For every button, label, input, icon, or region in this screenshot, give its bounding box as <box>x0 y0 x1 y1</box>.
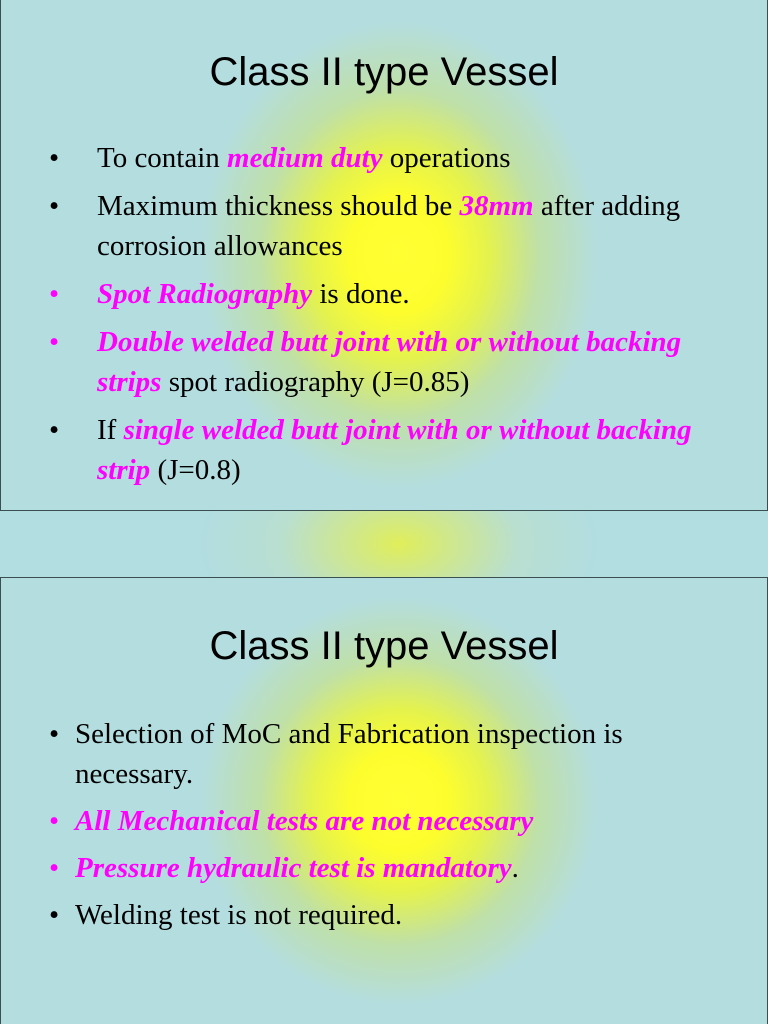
bullet-icon: • <box>49 190 60 222</box>
highlight-text: All Mechanical tests are not necessary <box>75 805 534 837</box>
bullet-text: is done. <box>312 278 410 310</box>
slide-title: Class II type Vessel <box>209 50 559 94</box>
bullet-item <box>49 274 717 314</box>
slide-gap <box>0 511 768 577</box>
highlight-text: single welded butt joint with or without backing strip <box>97 414 692 486</box>
bullet-text: . <box>511 852 519 884</box>
highlight-text: Double welded butt joint with or without backing strips <box>97 326 682 398</box>
bullet-icon: • <box>49 718 60 750</box>
bullet-text: If <box>97 414 124 446</box>
slide-1 <box>0 0 768 511</box>
bullet-icon: • <box>49 852 60 884</box>
bullet-icon: • <box>49 805 60 837</box>
bullet-item <box>49 895 745 935</box>
bullet-text: (J=0.8) <box>150 454 241 486</box>
bullet-text: Welding test is not required. <box>75 899 403 931</box>
highlight-text: medium duty <box>227 142 383 174</box>
bullet-text: To contain <box>97 142 228 174</box>
bullet-item <box>49 322 717 402</box>
bullet-item <box>49 186 717 266</box>
slide-title: Class II type Vessel <box>209 624 559 668</box>
bullet-icon: • <box>49 414 60 446</box>
highlight-text: 38mm <box>459 190 534 222</box>
bullet-item <box>49 848 745 888</box>
bullet-text: Maximum thickness should be <box>97 190 460 222</box>
bullet-item <box>49 714 745 794</box>
bullet-list <box>49 138 717 498</box>
bullet-text: Selection of MoC and Fabrication inspection is necessary. <box>75 718 623 790</box>
bullet-item <box>49 138 717 178</box>
bullet-text: after adding corrosion allowances <box>97 190 681 262</box>
highlight-text: Spot Radiography <box>97 278 313 310</box>
bullet-icon: • <box>49 142 60 174</box>
bullet-icon: • <box>49 278 60 310</box>
bullet-item <box>49 801 745 841</box>
bullet-list <box>49 714 745 942</box>
bullet-icon: • <box>49 899 60 931</box>
bullet-icon: • <box>49 326 60 358</box>
bullet-text: operations <box>382 142 511 174</box>
highlight-text: Pressure hydraulic test is mandatory <box>75 852 512 884</box>
bullet-item <box>49 410 717 490</box>
bullet-text: spot radiography (J=0.85) <box>161 366 470 398</box>
slide-2 <box>0 577 768 1024</box>
